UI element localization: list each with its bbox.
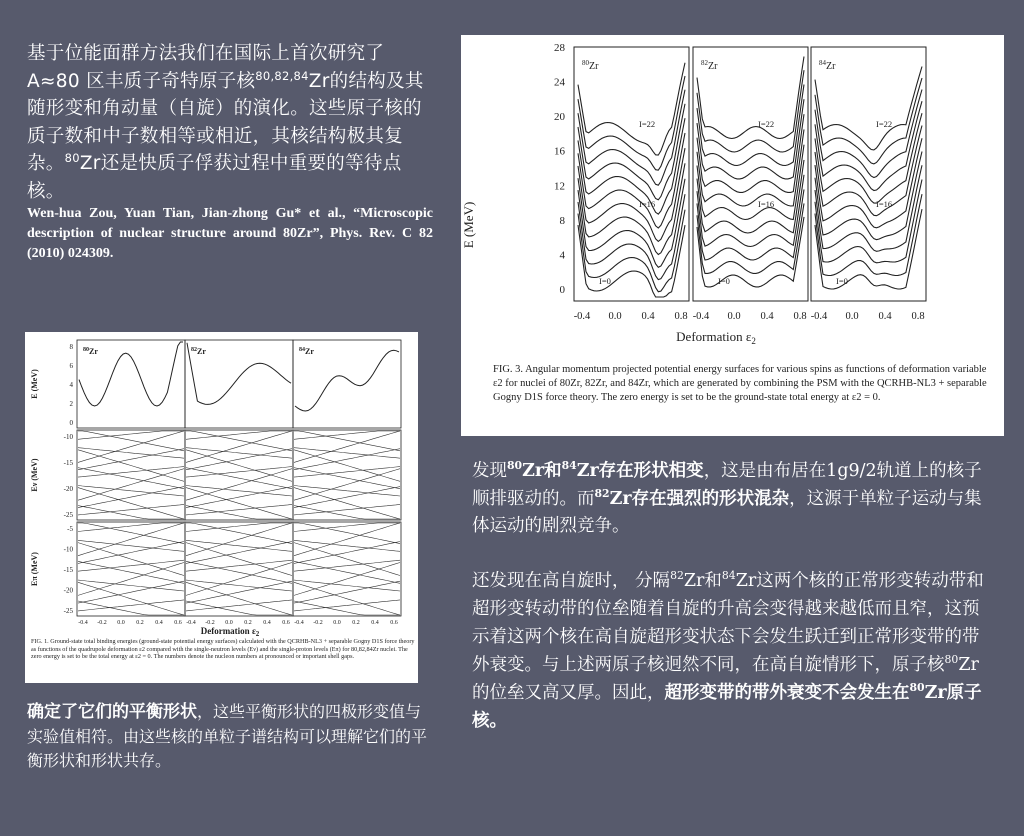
fig1-ylabel: E (MeV) [30, 369, 39, 399]
fig3-panel-label: $^{84}$Zr [819, 59, 836, 72]
p2-sup2: 84 [721, 569, 736, 583]
fig1-ytick: 0 [69, 419, 73, 427]
fig1-level-line [294, 581, 400, 603]
fig1-xtick: 0.4 [371, 620, 379, 626]
fig1-level-line [78, 563, 184, 596]
fig3-xtick: 0.4 [760, 311, 774, 322]
fig3-curve [815, 101, 922, 190]
fig1-xtick: 0.0 [333, 620, 341, 626]
fig1-panel-label: $^{84}$Zr [299, 347, 314, 356]
fig1-level-line [186, 580, 292, 591]
fig3-curve [815, 180, 922, 263]
fig3-curve [578, 63, 685, 155]
intro-sup-2: 80 [64, 150, 80, 165]
fig3-ytick: 24 [554, 76, 565, 89]
fig1-panel-frame [185, 430, 293, 520]
fig3-xtick: 0.4 [878, 311, 892, 322]
fig1-xtick: -0.2 [313, 620, 323, 626]
fig3-xtick: 0.0 [727, 311, 741, 322]
fig1-level-line [78, 582, 184, 615]
fig1-level-line [294, 448, 400, 459]
fig3-xtick: 0.0 [608, 311, 622, 322]
fig3-ytick: 16 [554, 145, 565, 158]
fig1-level-line [78, 486, 184, 497]
fig3-caption: FIG. 3. Angular momentum projected potential energy surfaces for various spins as functions of deformation variable ε2 for nuclei of 80Zr, 82Zr, and 84Zr, which are generated by combining the PSM with the QCRHB-NL3 + separable Gogny D1S force theory. The zero energy is set to be the ground-state total energy at ε2 = 0. [493, 364, 987, 403]
fig1-xtick: 0.0 [225, 620, 233, 626]
fig1-ytick: -20 [63, 485, 73, 493]
fig1-ytick: 4 [69, 381, 73, 389]
fig3-curve [815, 113, 922, 203]
fig1-level-line [294, 561, 400, 583]
fig1-level-line [78, 542, 184, 564]
fig1-level-line [294, 540, 400, 551]
fig1-xtick: 0.6 [174, 620, 182, 626]
figure-3 [461, 35, 1004, 436]
fig1-level-line [78, 523, 184, 532]
fig1-level-line [294, 450, 400, 482]
fig3-curve-label: I=0 [836, 276, 848, 286]
fig3-curve-label: I=22 [639, 119, 656, 129]
p2-bold: 超形变带的带外衰变不会发生在$^{80}$Zr原子核。 [472, 681, 982, 731]
fig3-curve-label: I=0 [599, 276, 611, 286]
p2-b: Zr和 [683, 571, 722, 591]
fig1-xlabel: Deformation $\varepsilon_2$ [200, 626, 260, 638]
paragraph-equilibrium [27, 700, 427, 774]
fig1-energy-curve [295, 350, 399, 411]
fig3-curve [697, 217, 804, 287]
fig1-level-line [186, 523, 292, 556]
fig1-level-line [186, 600, 292, 611]
fig3-ytick: 28 [554, 42, 565, 54]
fig1-level-line [78, 580, 184, 591]
intro-text: 基于位能面群方法我们在国际上首次研究了A≈80 区丰质子奇特原子核 [27, 43, 385, 92]
fig3-curve [697, 99, 804, 179]
fig3-xtick: 0.8 [793, 311, 807, 322]
reference-citation: Wen-hua Zou, Yuan Tian, Jian-zhong Gu* et al., “Microscopic description of nuclear structure around 80Zr”, Phys. Rev. C 82 (2010) 024309. [27, 206, 433, 261]
fig1-level-line [186, 467, 292, 478]
fig1-level-line [294, 580, 400, 591]
fig1-ytick: -10 [63, 433, 73, 441]
fig3-curve [697, 145, 804, 220]
fig1-level-line [186, 431, 292, 439]
paragraph-high-spin [472, 567, 992, 735]
fig1-level-line [294, 469, 400, 501]
fig1-xtick: 0.2 [352, 620, 360, 626]
fig1-level-line [186, 469, 292, 501]
intro-text-2: Zr的结构及其随形变和角动量（自旋）的演化。这些原子核的质子数和中子数相等或相近，其核结构极其复杂。 [27, 70, 424, 174]
fig1-level-line [186, 542, 292, 564]
fig1-level-line [294, 600, 400, 611]
fig3-ylabel: E (MeV) [461, 201, 476, 249]
fig3-xtick: 0.8 [674, 311, 688, 322]
fig1-ytick: -15 [63, 459, 73, 467]
fig3-curve [578, 104, 685, 200]
fig3-xtick: -0.4 [573, 311, 591, 322]
intro-text-3: Zr还是快质子俘获过程中重要的等待点核。 [27, 153, 402, 202]
fig1-xtick: 0.6 [390, 620, 398, 626]
fig1-level-line [294, 601, 400, 615]
fig3-xtick: 0.0 [845, 311, 859, 322]
fig3-ytick: 4 [559, 249, 565, 262]
fig3-curve-label: I=16 [639, 199, 656, 209]
fig1-level-line [294, 467, 400, 478]
fig3-xtick: -0.4 [810, 311, 828, 322]
fig1-level-line [294, 504, 400, 515]
fig1-level-line [186, 560, 292, 571]
fig1-level-line [186, 504, 292, 515]
fig1-level-line [186, 506, 292, 520]
fig1-xtick: 0.2 [244, 620, 252, 626]
fig1-xtick: -0.4 [78, 620, 88, 626]
fig3-ytick: 12 [554, 180, 565, 193]
fig1-level-line [78, 600, 184, 611]
fig1-level-line [294, 486, 400, 497]
fig1-xtick: -0.2 [205, 620, 215, 626]
fig1-xtick: -0.2 [97, 620, 107, 626]
fig3-panel-frame [811, 47, 926, 301]
fig1-level-line [78, 450, 184, 482]
figure-1 [25, 332, 418, 683]
fig1-level-line [78, 561, 184, 583]
fig3-xtick: 0.8 [911, 311, 925, 322]
fig3-curve [578, 118, 685, 214]
fig1-panel-frame [185, 522, 293, 616]
fig1-level-line [186, 448, 292, 459]
fig1-ytick: -25 [63, 511, 73, 519]
fig1-level-line [294, 487, 400, 508]
p2-sup3: 80 [944, 653, 959, 667]
intro-paragraph [27, 40, 437, 205]
fig1-panel-frame [293, 430, 401, 520]
fig1-ytick: -15 [63, 566, 73, 574]
fig1-level-line [78, 581, 184, 603]
fig3-xlabel: Deformation $\varepsilon_2$ [676, 329, 756, 346]
fig1-ytick: 6 [69, 362, 73, 370]
fig1-xtick: 0.2 [136, 620, 144, 626]
p3-rest: ，这些平衡形状的四极形变值与实验值相符。由这些核的单粒子谱结构可以理解它们的平衡形状和形状共存。 [27, 702, 428, 770]
fig1-ytick: -20 [63, 586, 73, 595]
figure-1-plot [25, 332, 418, 683]
fig1-level-line [186, 563, 292, 596]
fig1-level-line [186, 450, 292, 482]
p1-a: 发现 [472, 461, 507, 481]
fig1-ylabel: Eν (MeV) [30, 458, 39, 492]
fig1-level-line [294, 560, 400, 571]
fig1-ytick: -5 [67, 525, 73, 533]
fig1-xtick: -0.4 [294, 620, 304, 626]
fig3-xtick: -0.4 [692, 311, 710, 322]
fig1-ytick: 2 [69, 400, 73, 408]
fig1-level-line [78, 468, 184, 489]
intro-sup: 80,82,84 [255, 68, 309, 83]
fig1-level-line [294, 582, 400, 615]
fig1-level-line [294, 523, 400, 556]
fig3-panel-label: $^{80}$Zr [582, 59, 599, 72]
fig1-level-line [186, 486, 292, 497]
fig1-ytick: -25 [63, 607, 73, 615]
fig1-level-line [78, 467, 184, 478]
fig1-level-line [186, 582, 292, 615]
fig1-level-line [78, 431, 184, 439]
fig1-xtick: 0.6 [282, 620, 290, 626]
fig3-curve [578, 76, 685, 170]
fig1-xtick: 0.4 [155, 620, 163, 626]
fig1-level-line [186, 487, 292, 508]
fig3-ytick: 20 [554, 111, 565, 124]
fig1-level-line [78, 449, 184, 470]
fig3-curve-label: I=22 [758, 119, 775, 129]
fig1-level-line [78, 488, 184, 519]
fig1-level-line [78, 469, 184, 501]
fig3-curve [697, 85, 804, 166]
fig1-panel-label: $^{80}$Zr [83, 347, 98, 356]
fig3-ytick: 0 [559, 284, 565, 296]
fig1-level-line [294, 449, 400, 470]
fig1-level-line [186, 540, 292, 551]
fig1-level-line [186, 431, 292, 462]
fig1-level-line [294, 488, 400, 519]
fig1-level-line [186, 488, 292, 519]
fig3-curve [697, 70, 804, 152]
p1-e: ，这源于单粒子运动与集体运动的剧烈竞争。 [472, 488, 982, 536]
fig1-level-line [78, 487, 184, 508]
fig1-ylabel: Eπ (MeV) [30, 552, 39, 586]
fig1-level-line [294, 543, 400, 576]
fig1-level-line [186, 468, 292, 489]
fig1-level-line [186, 523, 292, 532]
fig1-ytick: -10 [63, 545, 73, 554]
p2-d: Zr的位垒又高又厚。因此， [472, 655, 979, 703]
p1-bold-2: $^{82}$Zr存在强烈的形状混杂 [594, 486, 790, 509]
fig1-level-line [78, 431, 184, 462]
fig3-curve-label: I=0 [718, 276, 730, 286]
fig1-xtick: 0.0 [117, 620, 125, 626]
fig1-level-line [78, 523, 184, 556]
fig1-level-line [186, 601, 292, 615]
fig1-caption: FIG. 1. Ground-state total binding energies (ground-state potential energy surfaces) calculated with the QCRHB-NL3 + separable Gogny D1S force theory as functions of the quadrupole deformation ε2 compared with the single-neutron levels (Eν) and the single-proton levels (Eπ) for 80,82,84Zr nuclei. The zero energy is set to be the total energy at ε2 = 0. The numbers denote the nucleon numbers at pronounced or important shell gaps. [31, 638, 415, 661]
figure-3-plot [461, 35, 1004, 436]
fig1-level-line [186, 543, 292, 576]
paragraph-shape-transition [472, 458, 992, 541]
fig3-panel-frame [693, 47, 808, 301]
p2-c: Zr这两个核的正常形变转动带和超形变转动带的位垒随着自旋的升高会变得越来越低而且窄，这预示着这两个核在高自旋超形变状态下会发生跃迁到正常形变带的带外衰变。与上述两原子核迥然不同，在高自旋情形下，原子核 [472, 571, 984, 675]
fig3-curve [697, 189, 804, 260]
fig1-level-line [294, 563, 400, 596]
fig1-level-line [294, 523, 400, 532]
fig1-level-line [78, 601, 184, 615]
fig3-curve-label: I=22 [876, 119, 893, 129]
fig1-ytick: 8 [69, 343, 73, 351]
fig3-curve [697, 203, 804, 273]
fig1-level-line [78, 506, 184, 520]
p2-a: 还发现在高自旋时， 分隔 [472, 571, 671, 591]
fig1-level-line [78, 543, 184, 576]
p1-bold-1: $^{80}$Zr和$^{84}$Zr存在形状相变 [507, 459, 704, 481]
fig1-level-line [78, 448, 184, 459]
fig1-panel-label: $^{82}$Zr [191, 347, 206, 356]
fig1-panel-frame [77, 430, 185, 520]
fig1-level-line [294, 506, 400, 520]
fig1-level-line [78, 540, 184, 551]
fig3-curve-label: I=16 [876, 199, 893, 209]
fig3-curve-label: I=16 [758, 199, 775, 209]
fig1-level-line [294, 431, 400, 462]
p2-sup1: 82 [670, 569, 684, 583]
p3-bold: 确定了它们的平衡形状 [27, 702, 197, 722]
fig1-level-line [186, 449, 292, 470]
fig3-curve [815, 194, 922, 275]
fig1-level-line [294, 468, 400, 489]
fig3-panel-label: $^{82}$Zr [701, 59, 718, 72]
fig1-level-line [294, 542, 400, 564]
fig1-level-line [78, 504, 184, 515]
fig1-level-line [294, 431, 400, 439]
fig3-curve [815, 209, 922, 289]
fig3-ytick: 8 [559, 214, 565, 227]
fig1-level-line [186, 581, 292, 603]
fig1-xtick: 0.4 [263, 620, 271, 626]
p1-c: ，这是由布居在1g9/2轨道上的核子顺排驱动的。而 [472, 461, 982, 509]
fig1-panel-frame [293, 522, 401, 616]
fig1-panel-frame [77, 522, 185, 616]
fig1-level-line [186, 561, 292, 583]
fig3-xtick: 0.4 [641, 311, 655, 322]
fig1-level-line [78, 560, 184, 571]
fig1-xtick: -0.4 [186, 620, 196, 626]
